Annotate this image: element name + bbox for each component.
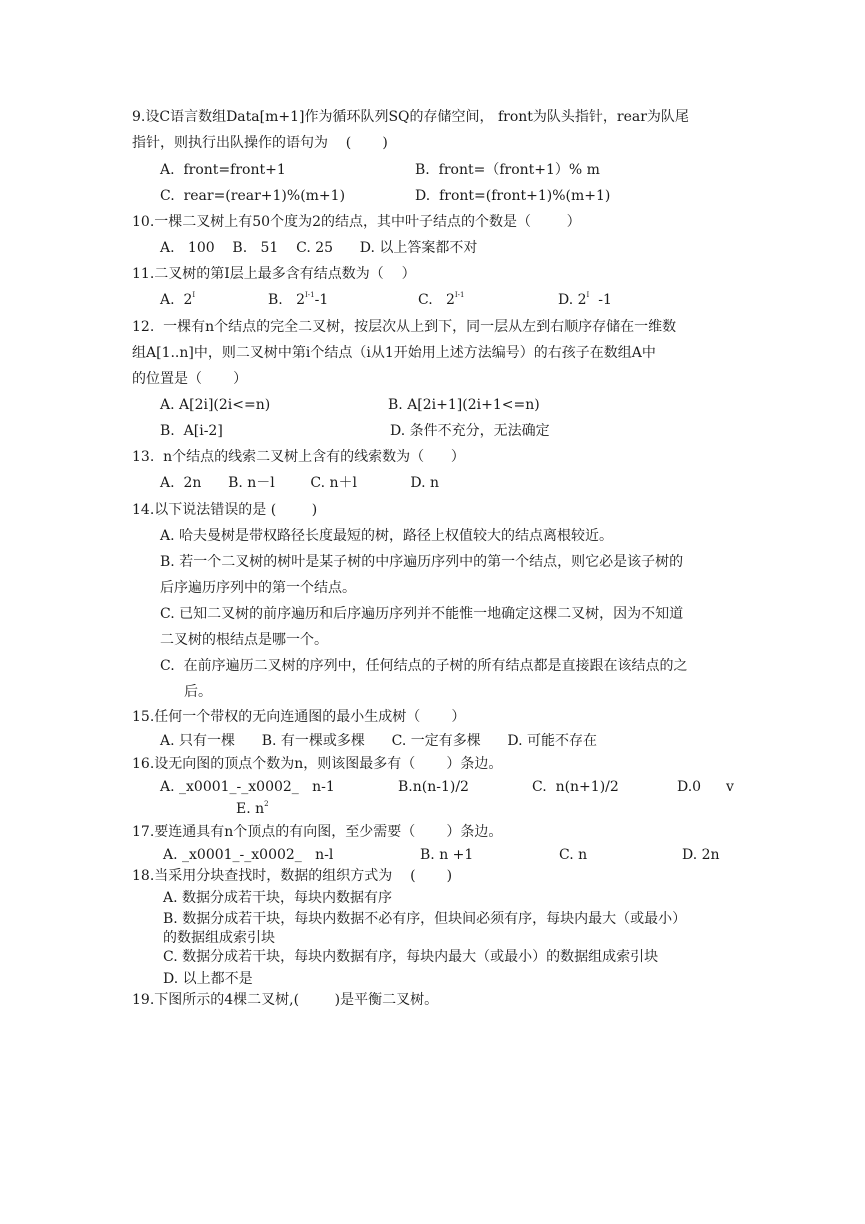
q17-option-c: C. n: [559, 847, 588, 863]
q18-option-a: A. 数据分成若干块，每块内数据有序: [163, 890, 393, 906]
q15-options: A. 只有一棵 B. 有一棵或多棵 C. 一定有多棵 D. 可能不存在: [160, 733, 598, 749]
q11-stem: 11.二叉树的第I层上最多含有结点数为（ ）: [132, 266, 416, 282]
q12-stem-line1: 12. 一棵有n个结点的完全二叉树，按层次从上到下，同一层从左到右顺序存储在一维数: [132, 319, 677, 335]
q9-option-c: C. rear=(rear+1)%(m+1): [160, 188, 346, 204]
q12-option-d: D. 条件不充分，无法确定: [390, 423, 550, 439]
q17-option-d: D. 2n: [682, 847, 720, 863]
q11-option-d: D. $2^I$ -1: [558, 291, 612, 308]
q18-option-b-line2: 的数据组成索引块: [163, 930, 275, 946]
q14-option-b-line1: B. 若一个二叉树的树叶是某子树的中序遍历序列中的第一个结点，则它必是该子树的: [160, 554, 684, 570]
q16-stray-v: v: [726, 779, 734, 795]
q14-option-d-line1: C. 在前序遍历二叉树的序列中，任何结点的子树的所有结点都是直接跟在该结点的之: [160, 658, 688, 674]
q14-stem: 14.以下说法错误的是 ( ): [132, 502, 318, 518]
q11-option-a: A. $2^I$: [160, 291, 196, 308]
q13-options: A. 2n B. n－l C. n＋l D. n: [160, 475, 440, 491]
q18-option-c: C. 数据分成若干块，每块内数据有序，每块内最大（或最小）的数据组成索引块: [163, 949, 659, 965]
q14-option-c-line2: 二叉树的根结点是哪一个。: [160, 632, 328, 648]
q10-stem: 10.一棵二叉树上有50个度为2的结点，其中叶子结点的个数是（ ）: [132, 214, 581, 230]
q17-option-b: B. n +1: [420, 847, 474, 863]
q14-option-c-line1: C. 已知二叉树的前序遍历和后序遍历序列并不能惟一地确定这棵二叉树，因为不知道: [160, 606, 684, 622]
q9-stem-line2: 指针，则执行出队操作的语句为 ( ): [132, 135, 388, 151]
q16-stem: 16.设无向图的顶点个数为n，则该图最多有（ ）条边。: [132, 756, 503, 772]
q14-option-a: A. 哈夫曼树是带权路径长度最短的树，路径上权值较大的结点离根较近。: [160, 528, 614, 544]
q11-option-c: C. $2^{I-1}$: [418, 291, 465, 308]
q12-option-a: A. A[2i](2i<=n): [160, 397, 271, 413]
q16-option-b: B.n(n-1)/2: [398, 779, 469, 795]
q16-option-a: A. _x0001_-_x0002_ n-1: [160, 779, 335, 795]
q18-stem: 18.当采用分块查找时，数据的组织方式为 ( ): [132, 868, 453, 884]
q13-stem: 13. n个结点的线索二叉树上含有的线索数为（ ）: [132, 449, 465, 465]
q10-options: A. 100 B. 51 C. 25 D. 以上答案都不对: [160, 240, 478, 256]
q12-option-b: B. A[2i+1](2i+1<=n): [388, 397, 540, 413]
q18-option-d: D. 以上都不是: [163, 971, 253, 987]
q18-option-b-line1: B. 数据分成若干块，每块内数据不必有序，但块间必须有序，每块内最大（或最小）: [163, 911, 687, 927]
q12-stem-line3: 的位置是（ ）: [132, 371, 248, 387]
q14-option-d-line2: 后。: [184, 684, 212, 700]
q9-option-b: B. front=（front+1）% m: [415, 162, 600, 178]
q12-option-c: B. A[i-2]: [160, 423, 223, 439]
q17-stem: 17.要连通具有n个顶点的有向图，至少需要（ ）条边。: [132, 824, 503, 840]
q17-option-a: A. _x0001_-_x0002_ n-l: [163, 847, 334, 863]
q16-option-c: C. n(n+1)/2: [532, 779, 619, 795]
q15-stem: 15.任何一个带权的无向连通图的最小生成树（ ）: [132, 709, 466, 725]
q9-stem-line1: 9.设C语言数组Data[m+1]作为循环队列SQ的存储空间， front为队头指针，rear为队尾: [132, 109, 689, 125]
q14-option-b-line2: 后序遍历序列中的第一个结点。: [160, 580, 356, 596]
q16-option-e: E. $n^2$: [236, 800, 269, 817]
q9-option-a: A. front=front+1: [160, 162, 286, 178]
q9-option-d: D. front=(front+1)%(m+1): [415, 188, 611, 204]
q12-stem-line2: 组A[1..n]中，则二叉树中第i个结点（i从1开始用上述方法编号）的右孩子在数组A中: [132, 345, 656, 361]
q11-option-b: B. $2^{I-1}-1$: [268, 291, 329, 308]
q19-stem: 19.下图所示的4棵二叉树,( )是平衡二叉树。: [132, 992, 439, 1008]
q16-option-d: D.0: [677, 779, 702, 795]
